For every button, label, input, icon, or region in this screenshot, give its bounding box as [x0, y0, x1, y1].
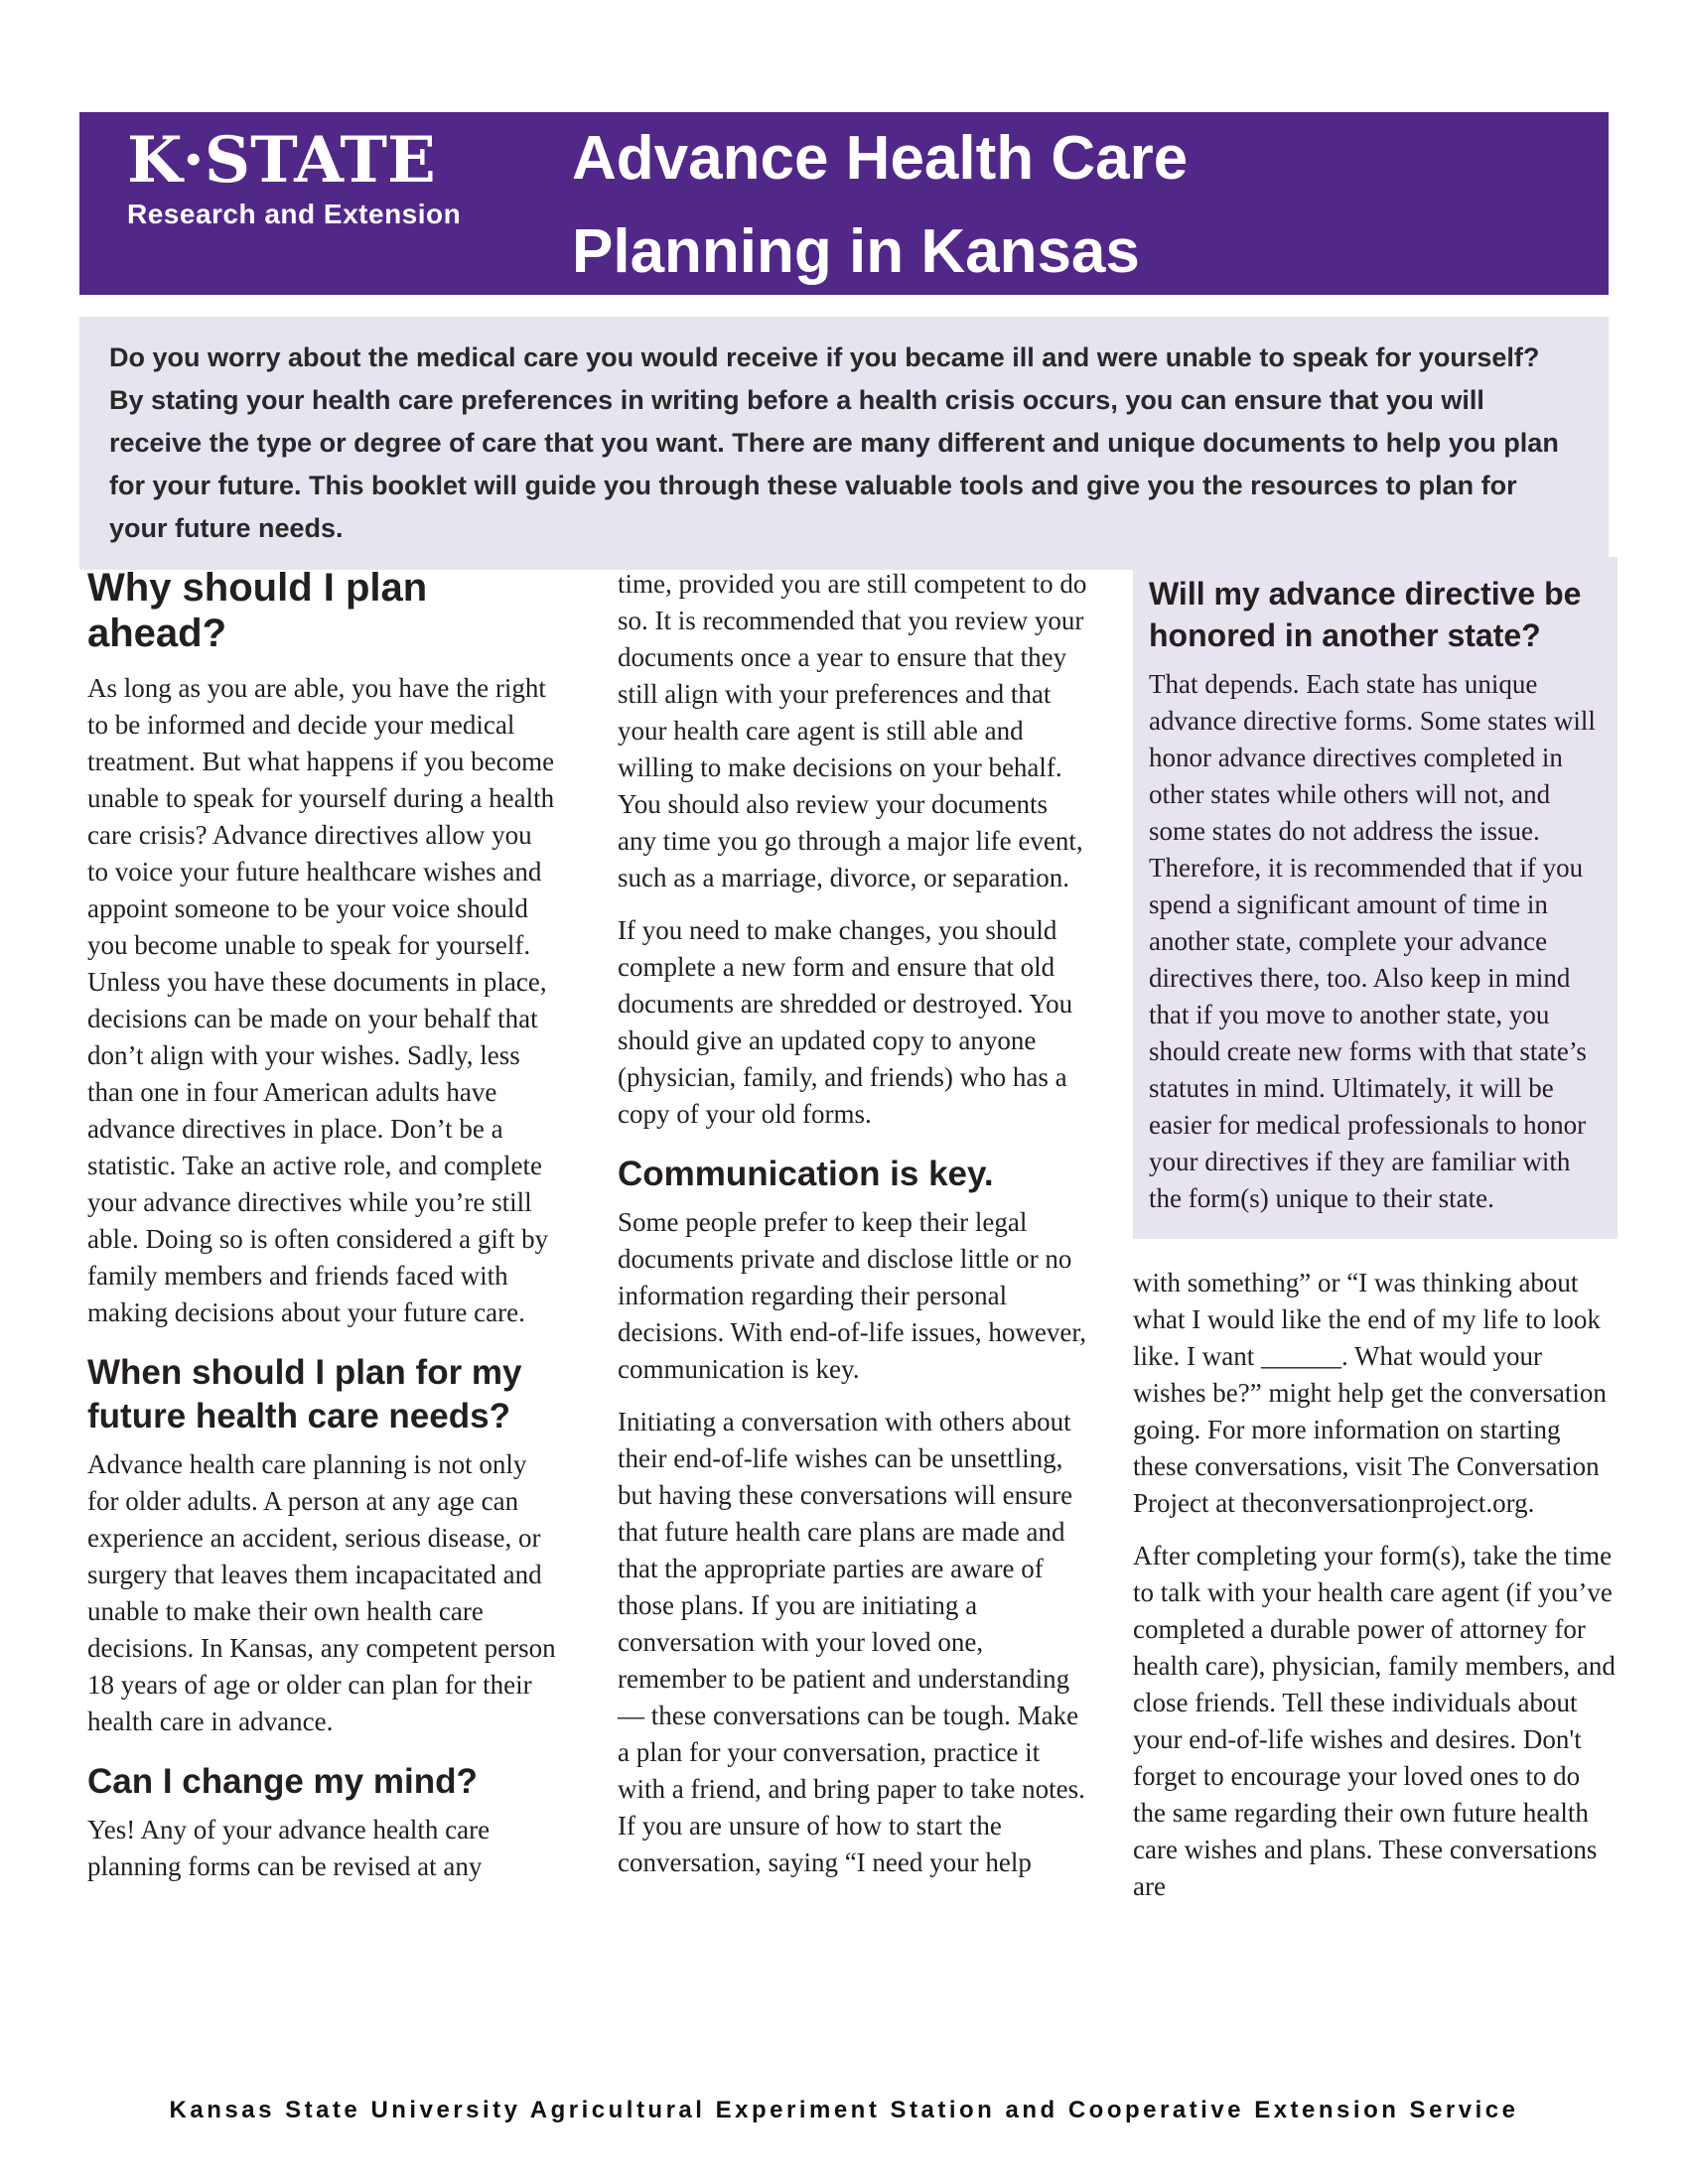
paragraph-keep-private: Some people prefer to keep their legal documents private and disclose little or no information regarding their personal decisions. With end-of-life issues, however, communication is key.	[618, 1207, 1086, 1384]
column-middle	[618, 557, 1088, 1897]
heading-when-plan: When should I plan for my future health care needs?	[87, 1353, 522, 1435]
heading-change-mind: Can I change my mind?	[87, 1762, 478, 1801]
paragraph-after-completing-forms: After completing your form(s), take the time to talk with your health care agent (if you’ve completed a durable power of attorney for health care), physician, family members, and close friends. Tell these individuals about your end-of-life wishes and desires. Don't forget to encourage your loved ones to do the same regarding their own future health care wishes and plans. These conversations are	[1133, 1541, 1616, 1901]
page-title-line2: Planning in Kansas	[572, 217, 1140, 286]
page-title	[572, 112, 1188, 299]
column-right	[1133, 557, 1618, 1921]
footer-text: Kansas State University Agricultural Experiment Station and Cooperative Extension Service	[169, 2097, 1519, 2123]
heading-why-plan-ahead: Why should I plan ahead?	[87, 566, 428, 655]
column-left	[87, 557, 558, 1901]
paragraph-when-plan: Advance health care planning is not only for older adults. A person at any age can experience an accident, serious disease, or surgery that leaves them incapacitated and unable to make their own health care decisions. In Kansas, any competent person 18 years of age or older can plan for their health care in advance.	[87, 1449, 556, 1736]
ksu-logo-subtitle: Research and Extension	[127, 199, 462, 229]
heading-communication-key: Communication is key.	[618, 1155, 994, 1193]
paragraph-honored-other-state: That depends. Each state has unique advance directive forms. Some states will honor advance directives completed in other states while others will not, and some states do not address the issue. Therefore, it is recommended that if you spend a significant amount of time in another state, complete your advance directives there, too. Also keep in mind that if you move to another state, you should create new forms with that state’s statutes in mind. Ultimately, it will be easier for medical professionals to honor your directives if they are familiar with the form(s) unique to their state.	[1149, 669, 1596, 1213]
paragraph-make-changes: If you need to make changes, you should complete a new form and ensure that old documents are shredded or destroyed. You should give an updated copy to anyone (physician, family, and friends) who has a copy of your old forms.	[618, 915, 1073, 1129]
page-title-line1: Advance Health Care	[572, 124, 1189, 193]
ksu-logo	[127, 124, 461, 229]
header-banner	[79, 112, 1609, 295]
paragraph-initiating-conversation: Initiating a conversation with others about their end-of-life wishes can be unsettling, but having these conversations will ensure that future health care plans are made and that the appropriate parties are aware of those plans. If you are initiating a conversation with your loved one, remember to be patient and understanding — these conversations can be tough. Make a plan for your conversation, practice it with a friend, and bring paper to take notes. If you are unsure of how to start the conversation, saying “I need your help	[618, 1407, 1085, 1877]
paragraph-why-plan-ahead: As long as you are able, you have the right to be informed and decide your medical treatment. But what happens if you become unable to speak for yourself during a health care crisis? Advance directives allow you to voice your future healthcare wishes and appoint someone to be your voice should you become unable to speak for yourself. Unless you have these documents in place, decisions can be made on your behalf that don’t align with your wishes. Sadly, less than one in four American adults have advance directives in place. Don’t be a statistic. Take an active role, and complete your advance directives while you’re still able. Doing so is often considered a gift by family members and friends faced with making decisions about your future care.	[87, 673, 555, 1327]
ksu-logo-wordmark: K·STATE	[127, 123, 436, 198]
intro-callout: Do you worry about the medical care you would receive if you became ill and were unable to speak for yourself? By stating your health care preferences in writing before a health crisis occurs, you can ensure that you will receive the type or degree of care that you want. There are many different and unique documents to help you plan for your future. This booklet will guide you through these valuable tools and give you the resources to plan for your future needs.	[79, 317, 1609, 570]
paragraph-conversation-starters: with something” or “I was thinking about what I would like the end of my life to look like. I want ______. What would your wishes be?” might help get the conversation going. For more information on starting these conversations, visit The Conversation Project at theconversationproject.org.	[1133, 1268, 1607, 1518]
paragraph-review-documents: time, provided you are still competent to do so. It is recommended that you review your documents once a year to ensure that they still align with your preferences and that your health care agent is still able and willing to make decisions on your behalf. You should also review your documents any time you go through a major life event, such as a marriage, divorce, or separation.	[618, 569, 1087, 892]
paragraph-change-mind: Yes! Any of your advance health care planning forms can be revised at any	[87, 1815, 491, 1881]
heading-honored-other-state: Will my advance directive be honored in another state?	[1149, 576, 1582, 653]
callout-directive-other-state	[1133, 557, 1618, 1239]
